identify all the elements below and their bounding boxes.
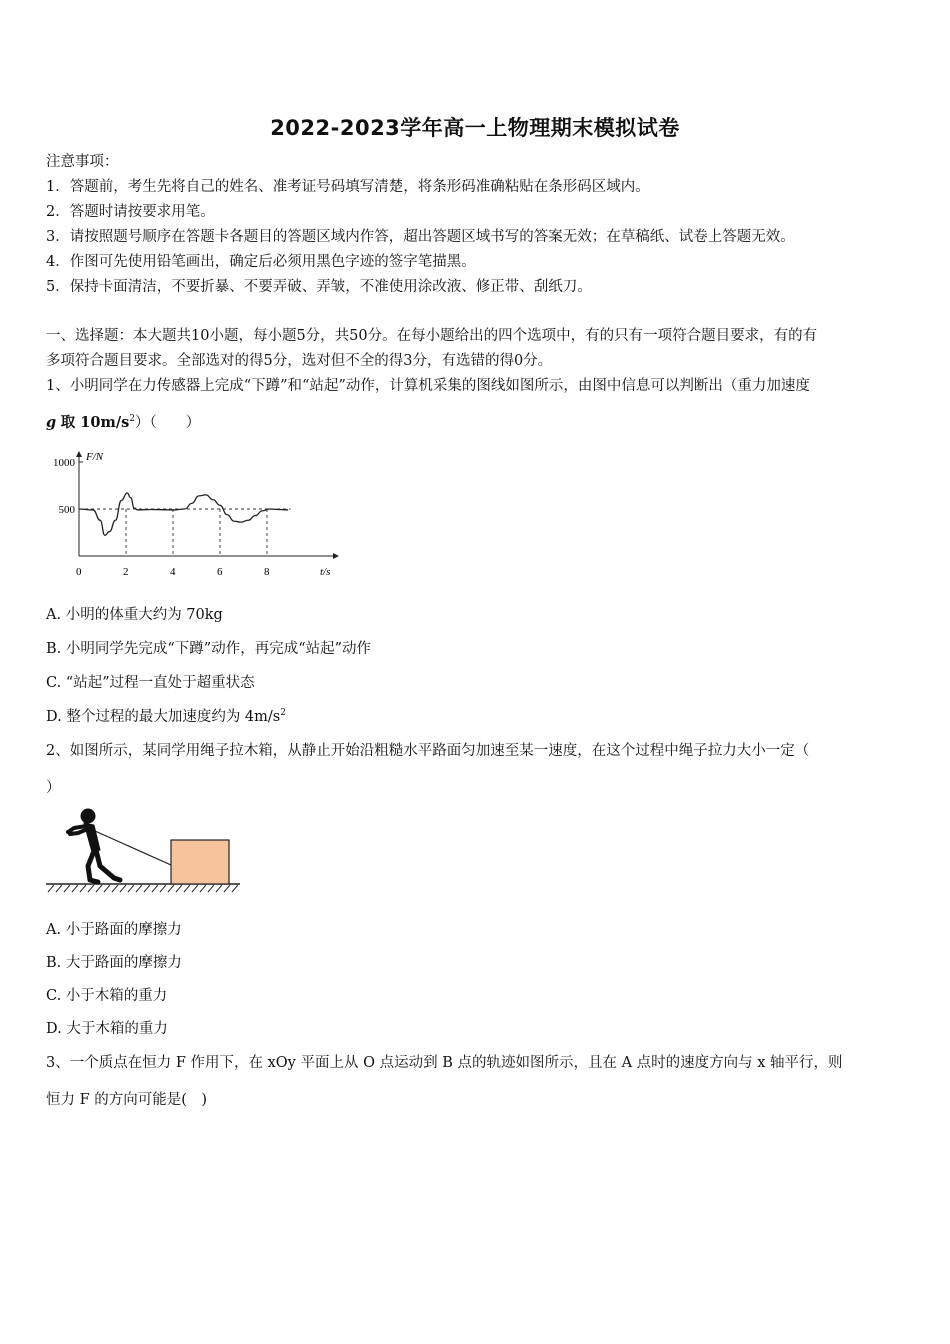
q1-option-d xyxy=(46,707,286,727)
notice-item: 5．保持卡面清洁，不要折暴、不要弄破、弄皱，不准使用涂改液、修正带、刮纸刀。 xyxy=(46,279,592,295)
superscript: 2 xyxy=(280,708,286,719)
notice-item: 2．答题时请按要求用笔。 xyxy=(46,204,215,220)
question-2-stem-cont: ） xyxy=(46,780,61,796)
page-title: 2022-2023学年高一上物理期末模拟试卷 xyxy=(270,116,680,140)
q1-option-b: B. 小明同学先完成“下蹲”动作，再完成“站起”动作 xyxy=(46,641,372,657)
notice-item: 4．作图可先使用铅笔画出，确定后必须用黑色字迹的签字笔描黑。 xyxy=(46,254,476,270)
superscript: 2 xyxy=(129,414,136,425)
x-tick-label: 0 xyxy=(76,566,82,578)
q2-option-b: B. 大于路面的摩擦力 xyxy=(46,955,182,971)
y-tick-label: 1000 xyxy=(53,457,75,469)
notice-heading: 注意事项： xyxy=(46,154,119,170)
q2-option-a: A. 小于路面的摩擦力 xyxy=(46,922,182,938)
q2-option-d: D. 大于木箱的重力 xyxy=(46,1021,168,1037)
person-silhouette xyxy=(68,809,120,882)
x-tick-label: 8 xyxy=(264,566,270,578)
ground-hatching xyxy=(48,885,238,892)
section-heading-line1: 一、选择题：本大题共10小题，每小题5分，共50分。在每小题给出的四个选项中，有的只有一项符合题目要求，有的有 xyxy=(46,328,818,344)
q2-option-c: C. 小于木箱的重力 xyxy=(46,988,168,1004)
series-line-F xyxy=(79,493,288,535)
q1-option-c: C. “站起”过程一直处于超重状态 xyxy=(46,675,255,691)
x-tick-label: 2 xyxy=(123,566,129,578)
question-2-stem: 2、如图所示，某同学用绳子拉木箱，从静止开始沿粗糙水平路面匀加速至某一速度，在这个过程中绳子拉力大小一定（ xyxy=(46,743,810,759)
x-axis-label: t/s xyxy=(320,566,331,578)
tick-labels xyxy=(53,457,270,578)
y-axis-label: F/N xyxy=(86,451,104,463)
x-tick-label: 4 xyxy=(170,566,176,578)
question-3-stem: 3、一个质点在恒力 F 作用下，在 xOy 平面上从 O 点运动到 B 点的轨迹如图所示，且在 A 点时的速度方向与 x 轴平行，则 xyxy=(46,1055,843,1071)
wooden-box xyxy=(171,840,229,884)
g-symbol: g xyxy=(46,414,57,431)
notice-item: 1．答题前，考生先将自己的姓名、准考证号码填写清楚，将条形码准确粘贴在条形码区域内。 xyxy=(46,179,650,195)
y-tick-label: 500 xyxy=(58,504,75,516)
g-value: 取 10m/s xyxy=(60,414,130,431)
x-tick-label: 6 xyxy=(217,566,223,578)
q1-option-a: A. 小明的体重大约为 70kg xyxy=(46,607,223,623)
drop-lines xyxy=(126,509,267,556)
person-pulling-box-figure xyxy=(44,806,244,896)
answer-blank: ）（ ） xyxy=(135,415,201,431)
question-3-stem-cont: 恒力 F 的方向可能是( ) xyxy=(46,1092,208,1108)
force-time-chart xyxy=(40,444,350,584)
notice-item: 3．请按照题号顺序在答题卡各题目的答题区域内作答，超出答题区域书写的答案无效；在草稿纸、试卷上答题无效。 xyxy=(46,229,795,245)
question-1-stem-cont xyxy=(46,413,200,433)
section-heading-line2: 多项符合题目要求。全部选对的得5分，选对但不全的得3分，有选错的得0分。 xyxy=(46,353,553,369)
q1-option-d-text: D. 整个过程的最大加速度约为 4m/s xyxy=(46,709,281,725)
question-1-stem: 1、小明同学在力传感器上完成“下蹲”和“站起”动作，计算机采集的图线如图所示，由图中信息可以判断出（重力加速度 xyxy=(46,378,810,394)
